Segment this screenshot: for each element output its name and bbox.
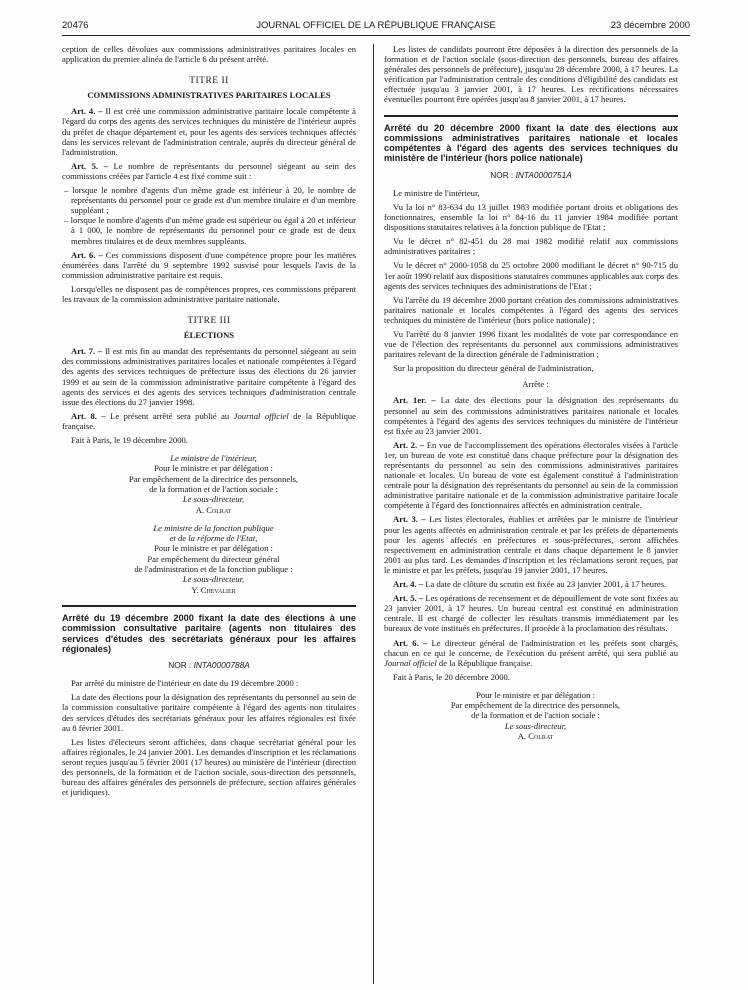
page-header xyxy=(62,17,690,36)
vu-item: Vu l'arrêté du 8 janvier 1996 fixant les modalités de vote par correspondance en vue de l'élection des représentants du personnel aux commissions administratives paritaires relevant de la direction générale de l'administration ; xyxy=(384,328,678,360)
vu-item: Sur la proposition du directeur général de l'administration, xyxy=(393,363,594,374)
fait-a-paris: Fait à Paris, le 19 décembre 2000. xyxy=(71,435,188,445)
journal-title: JOURNAL OFFICIEL DE LA RÉPUBLIQUE FRANÇAISE xyxy=(256,20,496,31)
titre-2-heading: TITRE II xyxy=(189,76,229,87)
section-rule xyxy=(62,605,356,607)
titre-2-subheading: COMMISSIONS ADMINISTRATIVES PARITAIRES LOCALES xyxy=(87,90,331,101)
continued-paragraph: Les listes de candidats pourront être déposées à la direction des personnels de la formation et de l'action sociale (sous-direction des personnels, bureau des affaires générales des personnels de préfecture), jusqu'au 28 décembre 2000, à 17 heures. La vérification par l'administration centrale des conditions d'éligibilité des candidats est effectuée jusqu'au 3 janvier 2001, à 17 heures. Les rectifications nécessaires éventuelles pourront être opérées jusqu'au 8 janvier 2001, à 17 heures. xyxy=(384,44,678,105)
article-3: Art. 3. – Les listes électorales, établies et arrêtées par le ministre de l'intérieur pour les agents affectés en administration centrale et par les préfets de départements pour les agents affectés en préfectures et sous-préfectures, seront affichées respectivement en administration centrale et dans chaque département le 8 janvier 2001 au plus tard. Les demandes d'inscription et les réclamations seront reçues, par le ministre et par les préfets, jusqu'au 19 janvier 2001, 17 heures. xyxy=(384,514,678,575)
nor-reference: NOR : INTA0000788A xyxy=(168,660,250,671)
arrete-19-decembre-title: Arrêté du 19 décembre 2000 fixant la date des élections à une commission consultative paritaire (agents non titulaires des services d'études des secrétariats généraux pour les affaires régionales) xyxy=(62,612,356,654)
signatory-name: A. Colrat xyxy=(517,731,554,742)
article-7: Art. 7. – Il est mis fin au mandat des représentants du personnel siégeant au sein des commissions administratives paritaires locales et nationale compétentes à l'égard des agents des services techniques de préfecture issus des élections du 26 janvier 1999 et au sein de la commission administrative paritaire compétente à l'égard des agents des services et des agents des services techniques d'administration centrale issue des élections du 27 janvier 1998. xyxy=(62,346,357,407)
paragraph: La date des élections pour la désignation des représentants du personnel au sein de la commission consultative paritaire compétente à l'égard des agents non titulaires des services d'études des secrétariats généraux pour les affaires régionales est fixée au 8 février 2001. xyxy=(62,692,356,733)
article-5: Art. 5. – Les opérations de recensement et de dépouillement de vote sont fixées au 23 janvier 2001, à 17 heures. Un bureau central est constitué en administration centrale. Il est chargé de collecter les résultats transmis immédiatement par les bureaux de vote institués en préfectures. Il procède à la proclamation des résultats. xyxy=(384,593,678,634)
paragraph: Par arrêté du ministre de l'intérieur en date du 19 décembre 2000 : xyxy=(71,678,299,689)
column-divider xyxy=(373,44,374,984)
vu-item: Vu le décret n° 82-451 du 28 mai 1982 modifié relatif aux commissions administratives paritaires ; xyxy=(384,236,678,257)
signature-block-2: Le ministre de la fonction publique et de la réforme de l'Etat, Pour le ministre et par délégation : Par empêchement du directeur général de l'administration et de la fonction publique : Le sous-directeur, Y. Chevalier xyxy=(62,523,356,595)
ministre-line: Le ministre de l'intérieur, xyxy=(393,187,480,198)
signature-block: Pour le ministre et par délégation : Par empêchement de la directrice des personnels, de la formation et de l'action sociale : Le sous-directeur, A. Colrat xyxy=(384,690,678,741)
nor-reference: NOR : INTA0000751A xyxy=(490,169,572,180)
article-4: Art. 4. – Il est créé une commission administrative paritaire locale compétente à l'égard du corps des agents des services techniques du ministère de l'intérieur auprès du préfet de chaque département et, pour les agents des services techniques affectés dans les services relevant de l'administration centrale, auprès du directeur général de l'administration. xyxy=(62,106,356,157)
page-number: 20476 xyxy=(62,20,89,31)
article-4: Art. 4. – La date de clôture du scrutin est fixée au 23 janvier 2001, à 17 heures. xyxy=(393,579,667,590)
article-5: Art. 5. – Le nombre de représentants du personnel siégeant au sein des commissions créées par l'article 4 est fixé comme suit : xyxy=(62,160,356,181)
issue-date: 23 décembre 2000 xyxy=(610,20,690,31)
titre-3-heading: TITRE III xyxy=(187,316,231,327)
article-6: Art. 6. – Ces commissions disposent d'une compétence propre pour les matières énumérées dans l'arrêté du 9 septembre 1992 susvisé pour lesquels l'avis de la commission administrative paritaire est requis. xyxy=(62,249,356,280)
vu-item: Vu la loi n° 83-634 du 13 juillet 1983 modifiée portant droits et obligations des fonctionnaires, ensemble la loi n° 84-16 du 11 janvier 1984 modifiée portant dispositions statutaires relatives à la fonction publique de l'Etat ; xyxy=(384,201,678,233)
left-column xyxy=(62,44,356,801)
article-2: Art. 2. – En vue de l'accomplissement des opérations électorales visées à l'article 1er, un bureau de vote est constitué dans chaque préfecture pour la désignation des représentants du personnel au sein des commissions administratives paritaires nationale et locales. Un bureau de vote est également constitué à l'administration centrale pour la désignation des représentants du personnel au sein de la commission administrative paritaire nationale et de la commission administrative paritaire locale compétente à l'égard des fonctionnaires affectés en administration centrale. xyxy=(384,439,678,511)
arrete-line: Arrête : xyxy=(522,379,549,390)
signature-block-1: Le ministre de l'intérieur, Pour le ministre et par délégation : Par empêchement de la directrice des personnels, de la formation et de l'action sociale : Le sous-directeur, A. Colrat xyxy=(62,453,356,515)
article-5-list xyxy=(62,185,356,246)
fait-a-paris: Fait à Paris, le 20 décembre 2000. xyxy=(393,671,510,682)
arrete-20-decembre-title: Arrêté du 20 décembre 2000 fixant la date des élections aux commissions administratives paritaires nationale et locales compétentes à l'égard des agents des services techniques du ministère de l'intérieur (hors police nationale) xyxy=(384,122,678,164)
list-item: – lorsque le nombre d'agents d'un même grade est inférieur à 20, le nombre de représentants du personnel pour ce grade est d'un membre titulaire et d'un membre suppléant ; xyxy=(64,185,356,216)
article-1: Art. 1er. – La date des élections pour la désignation des représentants du personnel au sein des commissions administratives paritaires nationale et locales compétentes à l'égard des agents des services techniques du ministère de l'intérieur est fixée au 23 janvier 2001. xyxy=(384,395,678,436)
article-6: Art. 6. – Le directeur général de l'administration et les préfets sont chargés, chacun en ce qui le concerne, de l'exécution du présent arrêté, qui sera publié au Journal officiel de la République française. xyxy=(384,637,678,668)
right-column xyxy=(384,44,678,741)
paragraph: Les listes d'électeurs seront affichées, dans chaque secrétariat général pour les affaires régionales, le 24 janvier 2001. Les demandes d'inscription et les réclamations seront reçues jusqu'au 5 février 2001 (17 heures) au ministère de l'intérieur (direction des personnels, de la formation et de l'action sociale, sous-direction des personnels, bureau des affaires générales des personnels de préfecture, section affaires générales et juridiques). xyxy=(62,736,356,798)
article-6-continued: Lorsqu'elles ne disposent pas de compétences propres, ces commissions préparent les travaux de la commission administrative paritaire nationale. xyxy=(62,283,356,304)
vu-item: Vu le décret n° 2000-1058 du 25 octobre 2000 modifiant le décret n° 90-715 du 1er août 1990 relatif aux dispositions statutaires communes applicables aux corps des agents des services techniques des administrations de l'Etat ; xyxy=(384,260,678,291)
section-rule xyxy=(384,115,678,117)
titre-3-subheading: ÉLECTIONS xyxy=(183,330,235,341)
vu-item: Vu l'arrêté du 19 décembre 2000 portant création des commissions administratives paritaires nationale et locales compétentes à l'égard des agents des services techniques du ministère de l'intérieur (hors police nationale) ; xyxy=(384,294,678,325)
article-8: Art. 8. – Le présent arrêté sera publié au Journal officiel de la République française. xyxy=(62,410,356,431)
intro-paragraph: ception de celles dévolues aux commissions administratives paritaires locales en application du premier alinéa de l'article 6 du présent arrêté. xyxy=(62,44,356,65)
signatory-name: Y. Chevalier xyxy=(191,584,236,595)
signatory-name: A. Colrat xyxy=(195,504,232,515)
list-item: – lorsque le nombre d'agents d'un même grade est supérieur ou égal à 20 et inférieur à 1 000, le nombre de représentants du personnel pour ce grade est de deux membres titulaires et de deux membres suppléants. xyxy=(64,215,356,246)
